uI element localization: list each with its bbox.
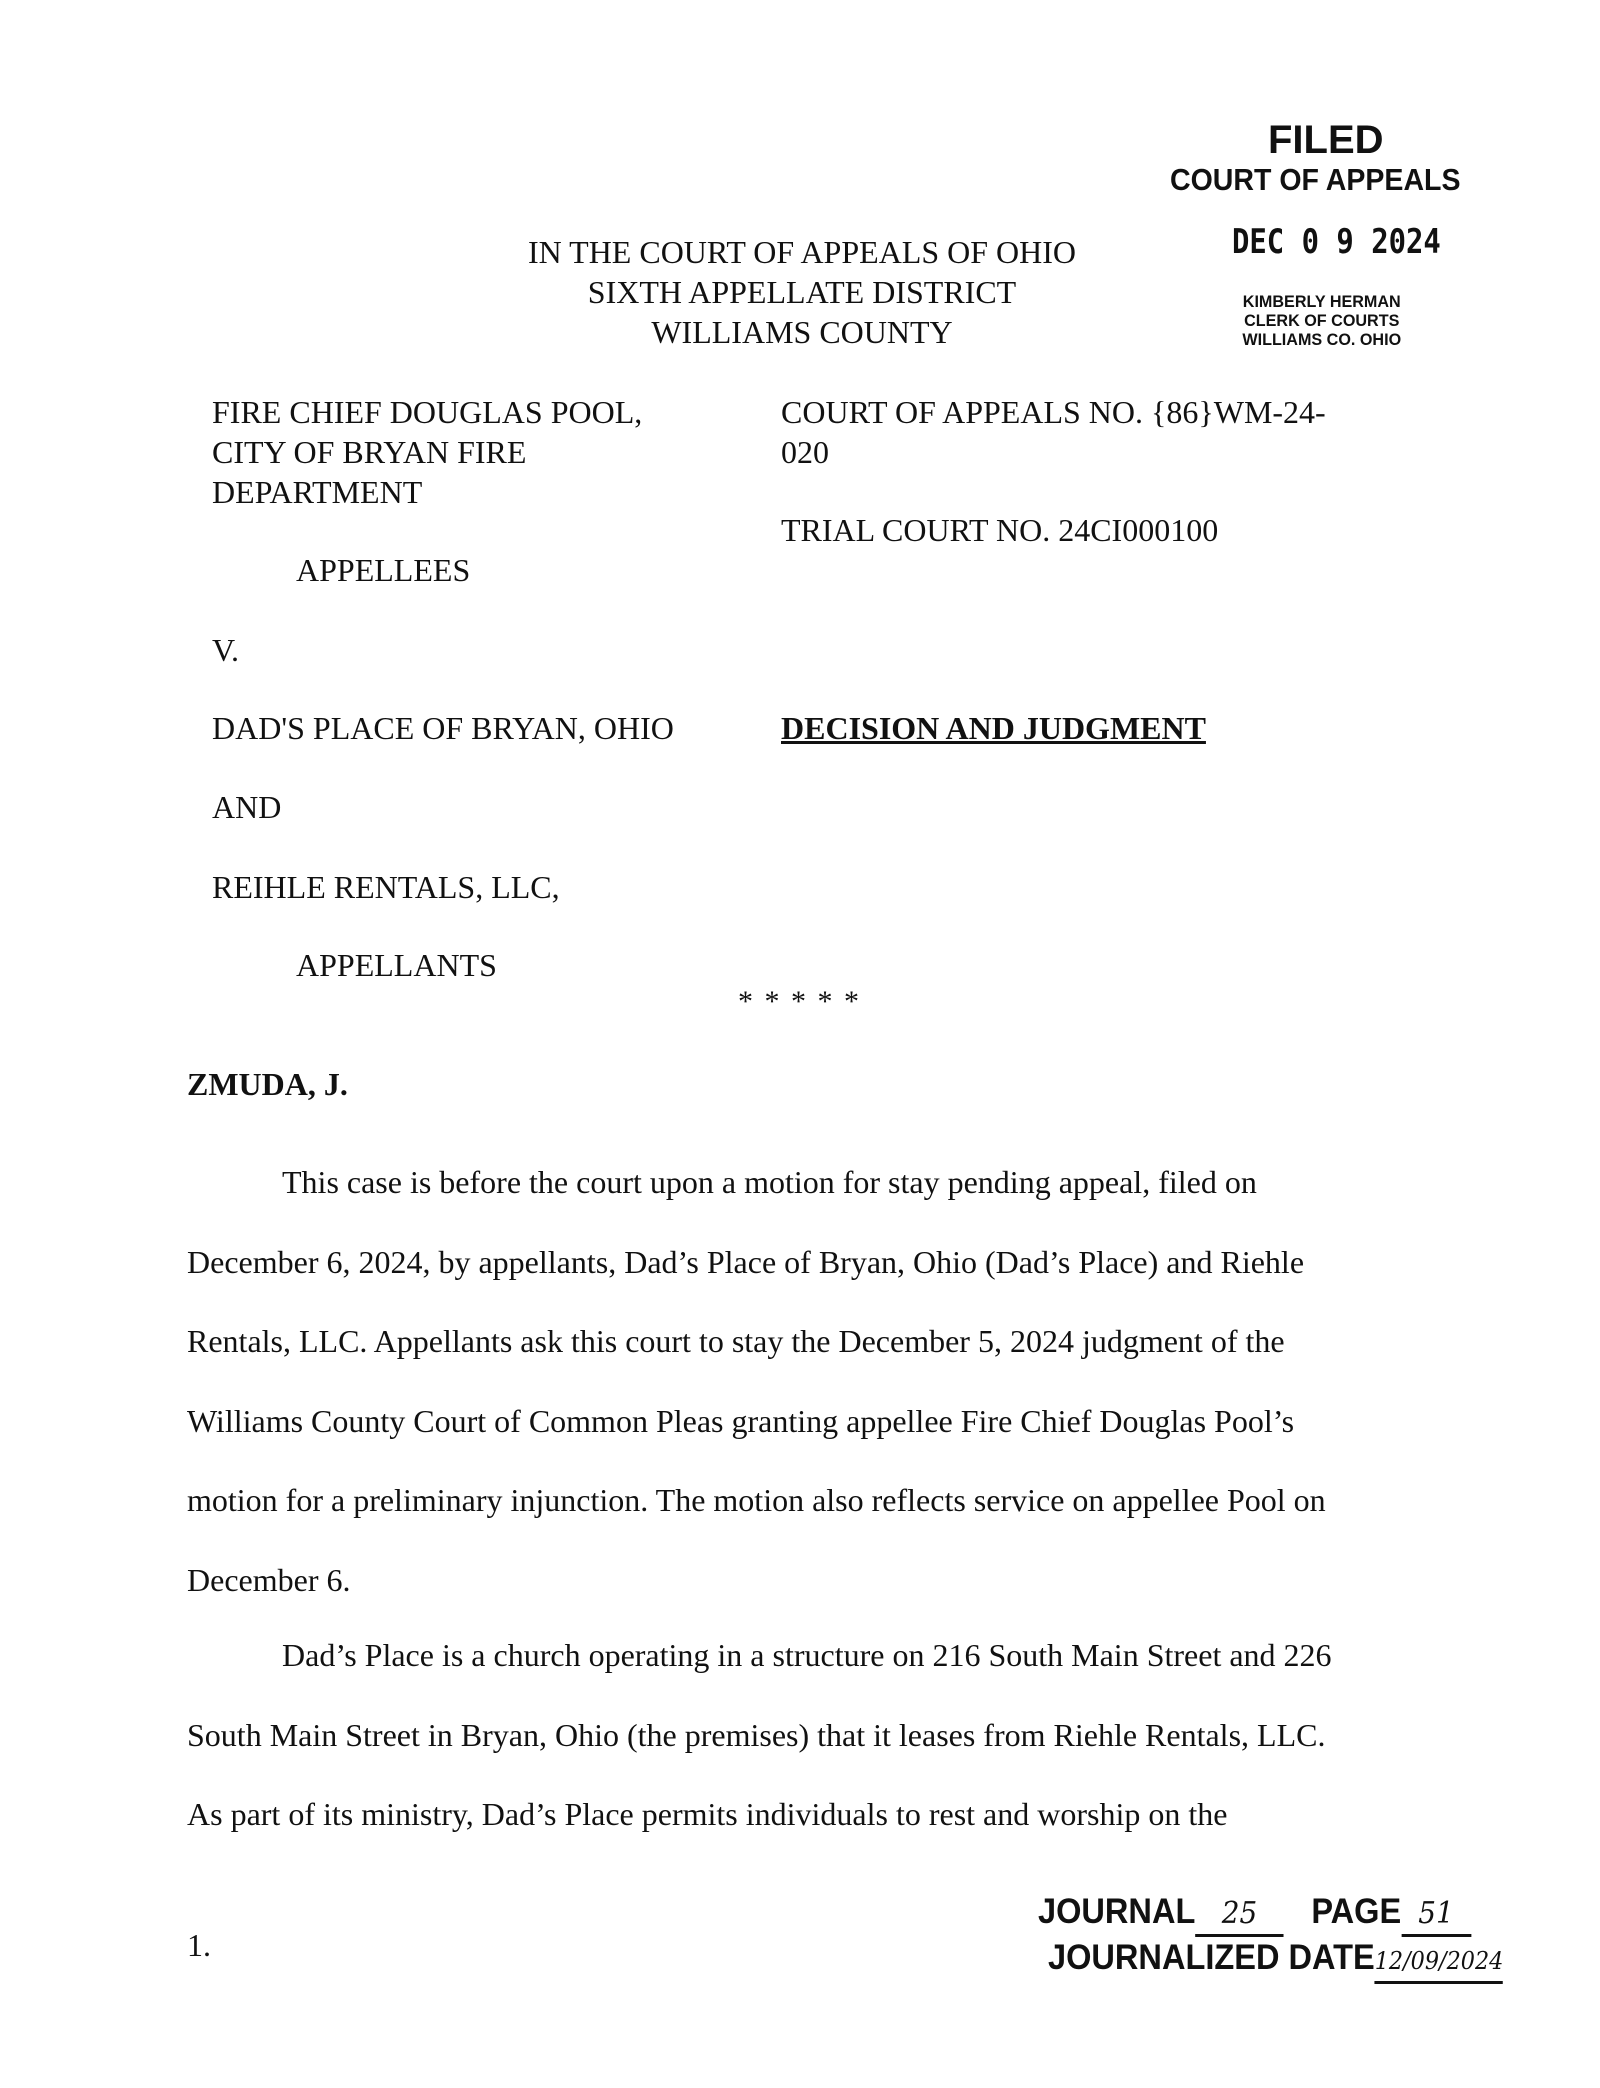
journal-label: JOURNAL [1038,1892,1196,1931]
journal-stamp-line-2 [1048,1938,1503,1984]
heading-court: IN THE COURT OF APPEALS OF OHIO [527,234,1077,270]
appellees-line-3: DEPARTMENT [212,474,423,510]
para1-line-4: Williams County Court of Common Pleas granting appellee Fire Chief Douglas Pool’s [187,1402,1295,1439]
appellant-1: DAD'S PLACE OF BRYAN, OHIO [212,710,674,746]
versus: V. [212,632,239,668]
body-paragraph-1 [187,1143,1417,1620]
journalized-date-label: JOURNALIZED DATE [1048,1938,1375,1977]
appellees-name [212,392,642,512]
filed-stamp-court: COURT OF APPEALS [1170,162,1461,197]
and-connector: AND [212,789,282,825]
trial-court-number: TRIAL COURT NO. 24CI000100 [781,512,1219,548]
coa-no-line-1: COURT OF APPEALS NO. {86}WM-24- [781,394,1326,430]
para1-line-2: December 6, 2024, by appellants, Dad’s Place of Bryan, Ohio (Dad’s Place) and Riehle [187,1243,1305,1280]
court-heading [0,232,1600,352]
para1-line-1: This case is before the court upon a motion for stay pending appeal, filed on [282,1164,1257,1200]
journal-stamp-line-1 [1038,1892,1471,1937]
page-label: PAGE [1311,1892,1402,1931]
heading-district: SIXTH APPELLATE DISTRICT [587,274,1017,310]
filed-stamp-title: FILED [1268,118,1384,162]
journal-number: 25 [1195,1894,1283,1937]
appellees-line-1: FIRE CHIEF DOUGLAS POOL, [212,394,643,430]
clerk-title: CLERK OF COURTS [1244,311,1400,330]
separator-stars: * * * * * [738,985,861,1018]
appellant-2: REIHLE RENTALS, LLC, [212,869,560,905]
decision-title: DECISION AND JUDGMENT [781,710,1206,746]
appellants-label: APPELLANTS [296,947,497,983]
journalized-date-value: 12/09/2024 [1375,1941,1503,1984]
para1-line-5: motion for a preliminary injunction. The motion also reflects service on appellee Pool on [187,1482,1326,1518]
para1-line-6: December 6. [187,1561,351,1598]
body-paragraph-2 [187,1616,1417,1855]
coa-no-line-2: 020 [781,434,829,470]
page-number-value: 51 [1401,1894,1471,1937]
para2-line-2: South Main Street in Bryan, Ohio (the premises) that it leases from Riehle Rentals, LLC. [187,1716,1326,1753]
appellees-line-2: CITY OF BRYAN FIRE [212,434,527,470]
filed-stamp-date: DEC 0 9 2024 [1232,222,1441,262]
para2-line-1: Dad’s Place is a church operating in a structure on 216 South Main Street and 226 [282,1637,1332,1673]
para2-line-3: As part of its ministry, Dad’s Place permits individuals to rest and worship on the [187,1796,1228,1832]
page-number: 1. [187,1927,211,1963]
clerk-name: KIMBERLY HERMAN [1242,292,1401,311]
judge-name: ZMUDA, J. [187,1066,348,1102]
appellees-label: APPELLEES [296,552,471,588]
para1-line-3: Rentals, LLC. Appellants ask this court to stay the December 5, 2024 judgment of the [187,1323,1285,1359]
clerk-county: WILLIAMS CO. OHIO [1242,330,1402,349]
heading-county: WILLIAMS COUNTY [651,314,953,350]
court-of-appeals-number [781,392,1326,472]
